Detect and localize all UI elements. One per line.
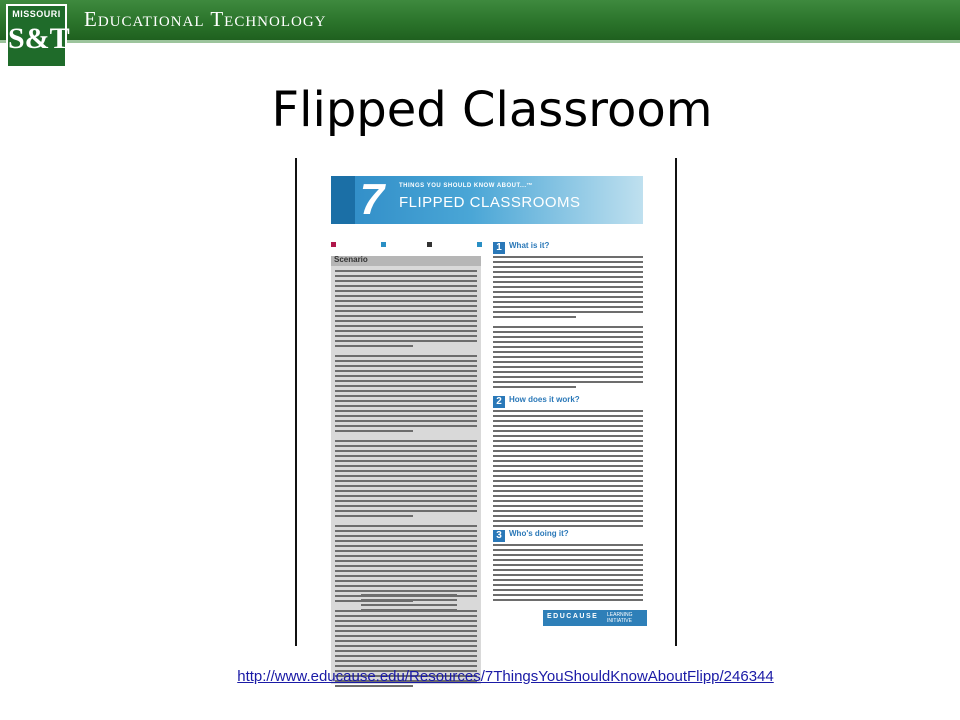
- text-line: [493, 505, 643, 507]
- text-line: [335, 570, 477, 572]
- text-line: [493, 465, 643, 467]
- text-line: [493, 515, 643, 517]
- document-thumbnail: [295, 158, 677, 646]
- section-title: How does it work?: [509, 395, 580, 404]
- text-line: [493, 490, 643, 492]
- document-kicker: THINGS YOU SHOULD KNOW ABOUT...™: [399, 183, 534, 189]
- text-line: [493, 381, 643, 383]
- text-line: [493, 549, 643, 551]
- text-line: [335, 270, 477, 272]
- text-line: [493, 261, 643, 263]
- text-line: [493, 584, 643, 586]
- text-line: [335, 450, 477, 452]
- text-line: [335, 490, 477, 492]
- text-line: [493, 445, 643, 447]
- text-line: [493, 559, 643, 561]
- text-line: [335, 425, 477, 427]
- section-title: What is it?: [509, 241, 550, 250]
- text-line: [335, 285, 477, 287]
- text-line: [493, 525, 643, 527]
- logo-top-text: MISSOURI: [12, 9, 61, 19]
- text-line: [335, 375, 477, 377]
- text-line: [493, 336, 643, 338]
- text-line: [493, 256, 643, 258]
- text-line: [335, 615, 477, 617]
- banner-title: Educational Technology: [84, 7, 327, 31]
- text-line: [493, 271, 643, 273]
- text-line: [493, 564, 643, 566]
- text-line: [493, 574, 643, 576]
- text-line: [335, 575, 477, 577]
- text-line: [335, 470, 477, 472]
- text-line: [335, 645, 477, 647]
- text-line: [335, 390, 477, 392]
- text-line: [493, 291, 643, 293]
- text-line: [335, 475, 477, 477]
- text-line: [493, 500, 643, 502]
- document-number: 7: [359, 175, 385, 224]
- text-line: [335, 430, 413, 432]
- text-line: [335, 370, 477, 372]
- text-line: [335, 480, 477, 482]
- text-line: [493, 266, 643, 268]
- text-line: [493, 589, 643, 591]
- scenario-text-lines: [335, 270, 477, 695]
- text-line: [493, 485, 643, 487]
- accent-square: [477, 242, 482, 247]
- text-line: [335, 460, 477, 462]
- text-line: [493, 361, 643, 363]
- text-line: [493, 306, 643, 308]
- section-text-lines: [493, 544, 643, 604]
- banner-stripe: [0, 40, 960, 43]
- text-line: [493, 286, 643, 288]
- section-number: 2: [493, 396, 505, 408]
- text-line: [493, 599, 643, 601]
- scenario-bar: [331, 256, 481, 266]
- text-line: [335, 420, 477, 422]
- text-line: [335, 540, 477, 542]
- text-line: [335, 535, 477, 537]
- text-line: [493, 425, 643, 427]
- resource-link[interactable]: http://www.educause.edu/Resources/7ThingsYouShouldKnowAboutFlipp/246344: [237, 668, 774, 685]
- text-line: [493, 346, 643, 348]
- text-line: [335, 630, 477, 632]
- text-line: [335, 565, 477, 567]
- text-line: [493, 554, 643, 556]
- text-line: [335, 405, 477, 407]
- text-line: [335, 515, 413, 517]
- text-line: [335, 635, 477, 637]
- text-line: [493, 311, 643, 313]
- text-line: [493, 420, 643, 422]
- text-line: [335, 320, 477, 322]
- text-line: [493, 579, 643, 581]
- text-line: [335, 330, 477, 332]
- text-line: [335, 275, 477, 277]
- text-line: [335, 300, 477, 302]
- text-line: [361, 604, 457, 606]
- credit-text-lines: [361, 594, 457, 614]
- text-line: [493, 356, 643, 358]
- text-line: [335, 530, 477, 532]
- text-line: [335, 385, 477, 387]
- text-line: [335, 400, 477, 402]
- text-line: [493, 475, 643, 477]
- text-line: [335, 465, 477, 467]
- text-line: [335, 545, 477, 547]
- text-line: [493, 316, 576, 318]
- footer-sub: LEARNING INITIATIVE: [607, 612, 633, 624]
- text-line: [493, 341, 643, 343]
- text-line: [335, 585, 477, 587]
- text-line: [335, 555, 477, 557]
- text-line: [335, 495, 477, 497]
- accent-square: [381, 242, 386, 247]
- text-line: [493, 276, 643, 278]
- text-line: [335, 650, 477, 652]
- text-line: [493, 460, 643, 462]
- text-line: [335, 415, 477, 417]
- text-line: [493, 440, 643, 442]
- text-line: [493, 281, 643, 283]
- accent-square: [427, 242, 432, 247]
- text-line: [361, 599, 457, 601]
- text-line: [335, 505, 477, 507]
- text-line: [335, 640, 477, 642]
- university-logo: [6, 4, 70, 68]
- text-line: [493, 410, 643, 412]
- text-line: [493, 331, 643, 333]
- text-line: [493, 569, 643, 571]
- text-line: [335, 365, 477, 367]
- text-line: [335, 325, 477, 327]
- text-line: [335, 660, 477, 662]
- text-line: [335, 380, 477, 382]
- text-line: [493, 326, 643, 328]
- text-line: [335, 395, 477, 397]
- text-line: [493, 544, 643, 546]
- text-line: [335, 625, 477, 627]
- document-footer: [543, 610, 647, 626]
- text-line: [493, 495, 643, 497]
- text-line: [335, 445, 477, 447]
- text-line: [493, 371, 643, 373]
- text-line: [493, 386, 576, 388]
- document-title: FLIPPED CLASSROOMS: [399, 194, 581, 211]
- section-number: 3: [493, 530, 505, 542]
- text-line: [335, 685, 413, 687]
- text-line: [335, 590, 477, 592]
- text-line: [335, 310, 477, 312]
- header-banner: [0, 0, 960, 40]
- section-text-lines: [493, 256, 643, 396]
- text-line: [335, 295, 477, 297]
- text-line: [493, 430, 643, 432]
- text-line: [493, 296, 643, 298]
- text-line: [335, 655, 477, 657]
- text-line: [335, 315, 477, 317]
- text-line: [493, 520, 643, 522]
- text-line: [335, 525, 477, 527]
- text-line: [493, 450, 643, 452]
- section-text-lines: [493, 410, 643, 530]
- text-line: [335, 665, 477, 667]
- text-line: [335, 560, 477, 562]
- text-line: [335, 440, 477, 442]
- text-line: [493, 455, 643, 457]
- text-line: [335, 305, 477, 307]
- text-line: [493, 435, 643, 437]
- text-line: [335, 620, 477, 622]
- text-line: [493, 480, 643, 482]
- text-line: [493, 301, 643, 303]
- text-line: [493, 510, 643, 512]
- text-line: [335, 455, 477, 457]
- document-header-side: [331, 176, 355, 224]
- text-line: [335, 500, 477, 502]
- document-header: [331, 176, 643, 224]
- footer-brand: EDUCAUSE: [547, 613, 599, 620]
- text-line: [493, 351, 643, 353]
- text-line: [335, 335, 477, 337]
- logo-main-text: S&T: [8, 22, 70, 55]
- text-line: [493, 415, 643, 417]
- text-line: [335, 580, 477, 582]
- text-line: [493, 594, 643, 596]
- text-line: [361, 594, 457, 596]
- section-number: 1: [493, 242, 505, 254]
- scenario-box: [331, 256, 481, 684]
- text-line: [493, 470, 643, 472]
- section-title: Who's doing it?: [509, 529, 569, 538]
- text-line: [335, 280, 477, 282]
- text-line: [361, 609, 457, 611]
- scenario-title: Scenario: [334, 255, 368, 264]
- text-line: [335, 345, 413, 347]
- text-line: [335, 485, 477, 487]
- accent-square: [331, 242, 336, 247]
- text-line: [335, 510, 477, 512]
- text-line: [493, 366, 643, 368]
- text-line: [335, 550, 477, 552]
- text-line: [335, 410, 477, 412]
- text-line: [335, 355, 477, 357]
- text-line: [335, 340, 477, 342]
- text-line: [335, 360, 477, 362]
- text-line: [493, 376, 643, 378]
- text-line: [335, 290, 477, 292]
- slide-title: Flipped Classroom: [271, 82, 713, 138]
